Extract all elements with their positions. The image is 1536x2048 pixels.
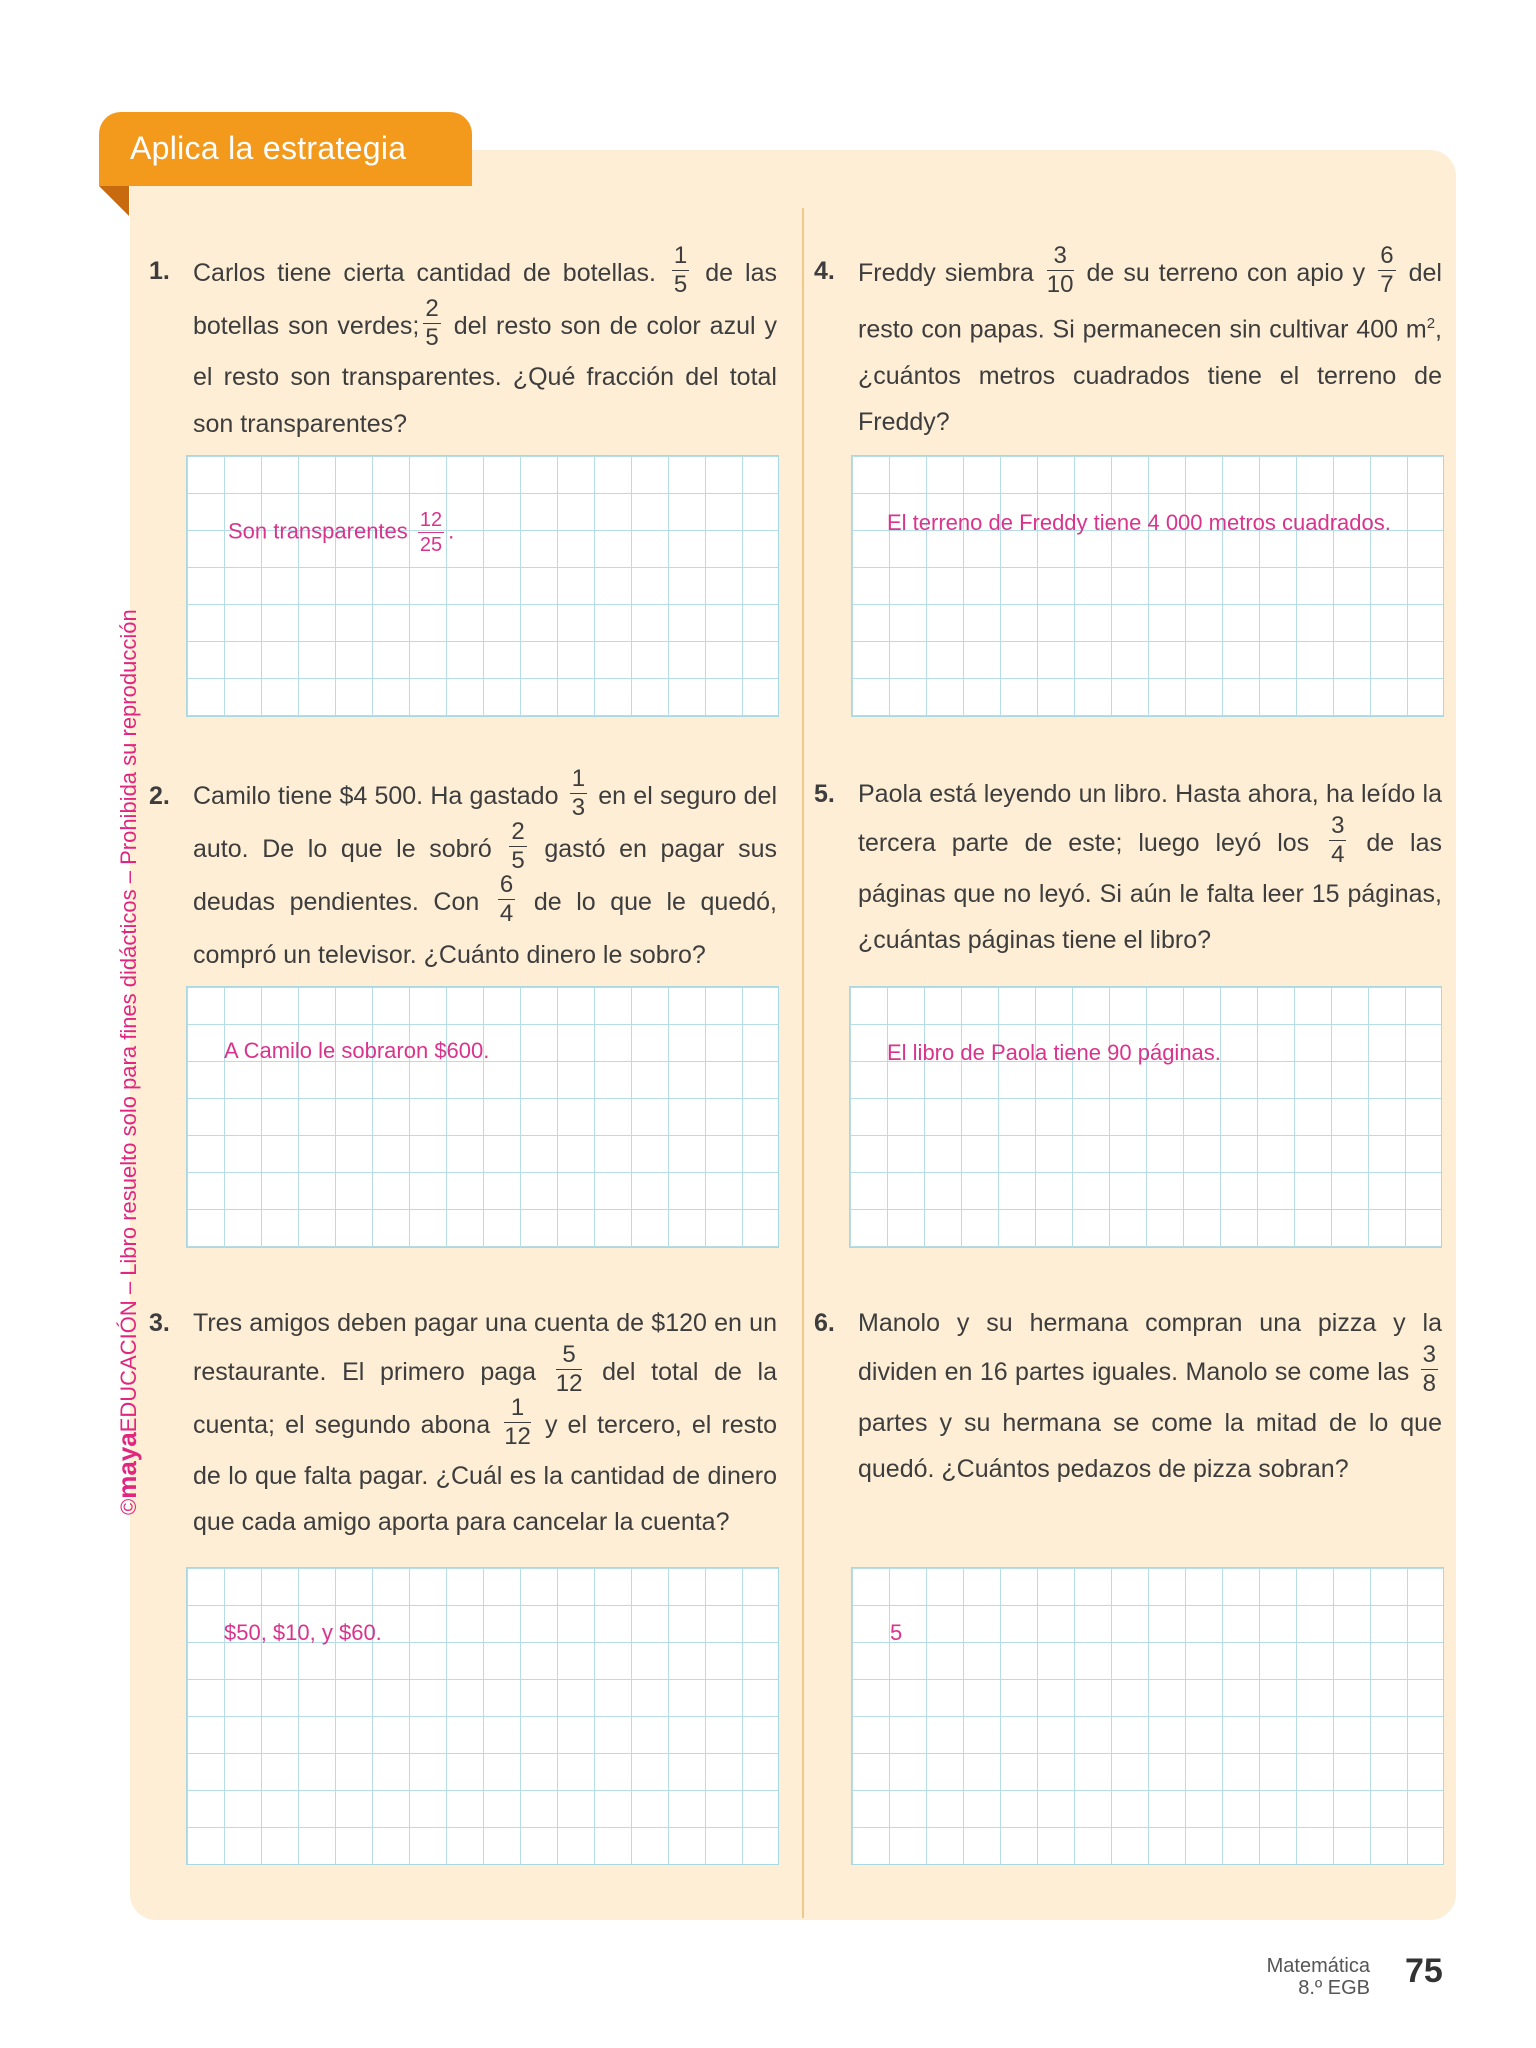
problem-text: Carlos tiene cierta cantidad de botellas. [193, 259, 656, 288]
problem-text: Manolo y su hermana compran una pizza y la dividen en 16 partes iguales. Manolo se come las [858, 1309, 1442, 1386]
numerator: 12 [419, 509, 443, 531]
fraction [1329, 811, 1346, 868]
problem-number: 2. [149, 782, 170, 810]
fraction [498, 873, 515, 926]
problem-number: 5. [814, 780, 835, 808]
answer-grid-3[interactable] [186, 1567, 779, 1865]
numerator: 3 [1331, 811, 1345, 839]
numerator: 1 [504, 1396, 531, 1423]
denominator: 25 [419, 534, 443, 556]
denominator: 8 [1422, 1369, 1436, 1397]
problem-text: gastó en pagar sus deudas pendientes. Con [193, 835, 777, 917]
problem-text: Camilo tiene $4 500. Ha gastado [193, 782, 559, 811]
problem-text: en el seguro del auto. De lo que le sobró [193, 782, 777, 864]
problem-text: de lo que le quedó, compró un televisor. ¿Cuánto dinero le sobro? [193, 888, 777, 969]
footer-subject [1230, 1955, 1370, 1999]
numerator: 2 [511, 818, 525, 845]
problem-text: del resto son de color azul y el resto son transparentes. ¿Qué fracción del total son transparentes? [193, 312, 777, 438]
denominator: 5 [425, 324, 439, 351]
numerator: 3 [1422, 1340, 1436, 1368]
problem-text: del resto con papas. Si permanecen sin cultivar 400 m [858, 259, 1442, 344]
grade-level: 8.º EGB [1298, 1977, 1370, 1999]
numerator: 5 [556, 1343, 583, 1370]
fraction [1421, 1340, 1438, 1397]
answer-4: El terreno de Freddy tiene 4 000 metros cuadrados. [887, 510, 1391, 535]
problem-number: 4. [814, 257, 835, 285]
answer-2: A Camilo le sobraron $600. [224, 1038, 490, 1063]
problem-text: y el tercero, el resto de lo que falta pagar. ¿Cuál es la cantidad de dinero que cada amigo aporta para cancelar la cuenta? [193, 1410, 778, 1536]
copyright-symbol: © [116, 1498, 141, 1515]
denominator: 4 [499, 900, 514, 927]
numerator: 3 [1047, 244, 1074, 271]
brand-logo-text: maya [112, 1432, 142, 1499]
fraction [423, 297, 440, 350]
numerator: 6 [499, 871, 514, 898]
answer-grid-4[interactable] [851, 455, 1444, 717]
answer-grid-6[interactable] [851, 1567, 1444, 1865]
problem-text: partes y su hermana se come la mitad de lo que quedó. ¿Cuántos pedazos de pizza sobran? [858, 1408, 1442, 1483]
subject-name: Matemática [1266, 1955, 1370, 1977]
answer-3: $50, $10, y $60. [224, 1620, 382, 1645]
denominator: 12 [555, 1369, 583, 1397]
section-title: Aplica la estrategia [130, 130, 407, 166]
problem-number: 3. [149, 1309, 170, 1337]
problem-5 [814, 771, 1443, 964]
problem-2 [149, 765, 777, 981]
answer-6: 5 [890, 1620, 903, 1645]
problem-number: 1. [149, 257, 170, 285]
answer-5: El libro de Paola tiene 90 páginas. [887, 1040, 1221, 1065]
problem-text: Paola está leyendo un libro. Hasta ahora, ha leído la tercera parte de este; luego leyó los [858, 780, 1442, 857]
problem-number: 6. [814, 1309, 835, 1337]
denominator: 4 [1331, 840, 1345, 868]
numerator: 2 [425, 295, 439, 322]
answer-grid-2[interactable] [186, 986, 779, 1248]
fraction [570, 767, 587, 820]
problem-text: de las botellas son verdes; [193, 259, 777, 341]
problem-text: Tres amigos deben pagar una cuenta de $120 en un restaurante. El primero paga [193, 1309, 777, 1386]
answer-grid-5[interactable] [849, 986, 1442, 1248]
fraction [555, 1340, 583, 1397]
denominator: 7 [1380, 271, 1394, 298]
fraction [672, 244, 689, 297]
problem-text: , ¿cuántos metros cuadrados tiene el terreno de Freddy? [858, 315, 1442, 437]
answer-fraction [418, 510, 444, 555]
column-divider [802, 208, 804, 1918]
problem-text: de su terreno con apio y [1086, 259, 1366, 288]
problem-3 [149, 1300, 778, 1546]
denominator: 3 [571, 794, 586, 821]
denominator: 12 [504, 1422, 531, 1450]
denominator: 10 [1046, 271, 1074, 298]
page-number: 75 [1405, 1952, 1443, 1990]
superscript: 2 [1426, 315, 1436, 332]
fraction [1047, 244, 1074, 297]
fraction [509, 820, 526, 873]
problem-1 [149, 242, 777, 447]
numerator: 1 [673, 242, 688, 269]
denominator: 5 [673, 271, 688, 298]
problem-text: del total de la cuenta; el segundo abona [193, 1357, 778, 1439]
answer-text: Son transparentes [228, 518, 408, 544]
numerator: 6 [1380, 242, 1394, 269]
notice-text: EDUCACIÓN – Libro resuelto solo para fines didácticos – Prohibida su reproducción [116, 609, 141, 1433]
fraction [504, 1393, 531, 1450]
problem-text: de las páginas que no leyó. Si aún le falta leer 15 páginas, ¿cuántas páginas tiene el libro? [858, 828, 1443, 954]
problem-4 [814, 242, 1442, 446]
problem-6 [814, 1300, 1442, 1493]
answer-period: . [448, 518, 455, 544]
numerator: 1 [571, 765, 586, 792]
problem-text: Freddy siembra [858, 259, 1034, 288]
tab-fold-decoration [99, 186, 129, 216]
denominator: 5 [511, 847, 525, 874]
answer-grid-1[interactable] [186, 455, 779, 717]
fraction [1378, 244, 1395, 297]
copyright-notice [112, 609, 143, 1515]
answer-1 [228, 510, 454, 555]
